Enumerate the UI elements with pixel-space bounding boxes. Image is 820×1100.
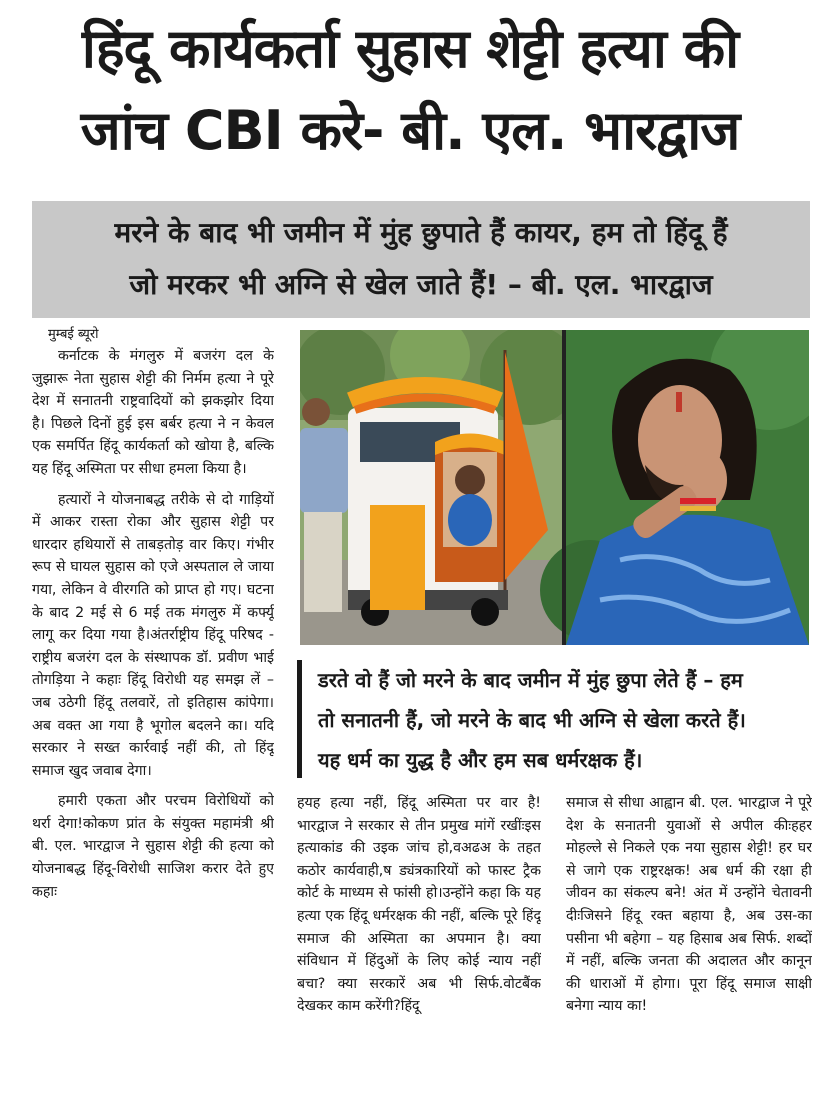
subheadline-band	[32, 201, 810, 318]
headline-line-1: हिंदू कार्यकर्ता सुहास शेट्टी हत्या की	[81, 17, 739, 80]
pull-quote	[297, 660, 809, 778]
pull-quote-line-3: यह धर्म का युद्ध है और हम सब धर्मरक्षक हैं।	[318, 748, 643, 772]
pull-quote-line-1: डरते वो हैं जो मरने के बाद जमीन में मुंह छुपा लेते हैं – हम	[318, 668, 743, 692]
headline	[14, 8, 806, 172]
subheadline-line-2: जो मरकर भी अग्नि से खेल जाते हैं! – बी. एल. भारद्वाज	[129, 268, 713, 301]
subheadline-line-1: मरने के बाद भी जमीन में मुंह छुपाते हैं कायर, हम तो हिंदू हैं	[114, 216, 728, 249]
article-paragraph: हत्यारों ने योजनाबद्ध तरीके से दो गाड़ियों में आकर रास्ता रोका और सुहास शेट्टी पर धारदार हथियारों से ताबड़तोड़ वार किए। गंभीर रूप से घायल सुहास को एजे अस्पताल ले जाया गया, लेकिन वे वीरगति को प्राप्त हो गए। घटना के बाद 2 मई से 6 मई तक मंगलुरु में कर्फ्यू लागू कर दिया गया है।अंतर्राष्ट्रीय हिंदू परिषद - राष्ट्रीय बजरंग दल के संस्थापक डॉ. प्रवीण भाई तोगड़िया ने कहाः हिंदू विरोधी यह समझ लें – जब उठेगी हिंदू तलवारें, तो इतिहास कांपेगा। अब वक्त आ गया है भूगोल बदलने का। यदि सरकार ने सख्त कार्रवाई नहीं की, तो हिंदू समाज खुद जवाब देगा।	[32, 491, 274, 779]
article-paragraph: समाज से सीधा आह्वान बी. एल. भारद्वाज ने पूरे देश के सनातनी युवाओं से अपील कीःहहर मोहल्ले से निकले एक नया सुहास शेट्टी! हर घर से जागे एक राष्ट्ररक्षक! अब धर्म की रक्षा ही जीवन का संकल्प बने! अंत में उन्होंने चेतावनी दीःजिसने हिंदू रक्त बहाया है, अब उस-का पसीना भी बहेगा – यह हिसाब अब सिर्फ. शब्दों में नहीं, बल्कि जनता की अदालत और कानून की धाराओं में होगा। पूरा हिंदू समाज साक्षी बनेगा न्याय का!	[566, 795, 812, 1015]
news-photo-collage	[300, 330, 809, 645]
article-column-3	[566, 792, 812, 1092]
photo-illustration	[300, 330, 809, 645]
article-column-2	[297, 792, 541, 1092]
article-paragraph: कर्नाटक के मंगलुरु में बजरंग दल के जुझारू नेता सुहास शेट्टी की निर्मम हत्या ने पूरे देश में सनातनी राष्ट्रवादियों को झकझोर दिया है। पिछले दिनों हुई इस बर्बर हत्या ने न केवल एक समर्पित हिंदू कार्यकर्ता को खोया है, बल्कि यह हिंदू अस्मिता पर सीधा हमला किया है।	[32, 348, 274, 477]
article-paragraph: हयह हत्या नहीं, हिंदू अस्मिता पर वार है!भारद्वाज ने सरकार से तीन प्रमुख मांगें रखींःइस हत्याकांड की उइक जांच हो,वअढअ के तहत कठोर कार्यवाही,ष ड्यंत्रकारियों को फास्ट ट्रैक कोर्ट के माध्यम से फांसी हो।उन्होंने कहा कि यह हत्या एक हिंदू धर्मरक्षक की नहीं, बल्कि पूरे हिंदू समाज की अस्मिता का अपमान है। क्या संविधान में हिंदुओं के लिए कोई न्याय नहीं बचा? क्या सरकारें अब भी सिर्फ.वोटबैंक देखकर काम करेंगी?हिंदू	[297, 795, 541, 1015]
headline-line-2: जांच CBI करे- बी. एल. भारद्वाज	[80, 99, 740, 162]
byline: मुम्बई ब्यूरो	[48, 327, 99, 342]
procession-photo	[300, 330, 580, 645]
pull-quote-line-2: तो सनातनी हैं, जो मरने के बाद भी अग्नि से खेला करते हैं।	[318, 708, 746, 732]
portrait-photo	[540, 330, 809, 645]
article-column-1	[32, 325, 274, 1090]
article-paragraph: हमारी एकता और परचम विरोधियों को थर्रा देगा!कोकण प्रांत के संयुक्त महामंत्री श्री बी. एल. भारद्वाज ने सुहास शेट्टी की हत्या को योजनाबद्ध हिंदू-विरोधी साजिश करार देते हुए कहाः	[32, 793, 274, 900]
